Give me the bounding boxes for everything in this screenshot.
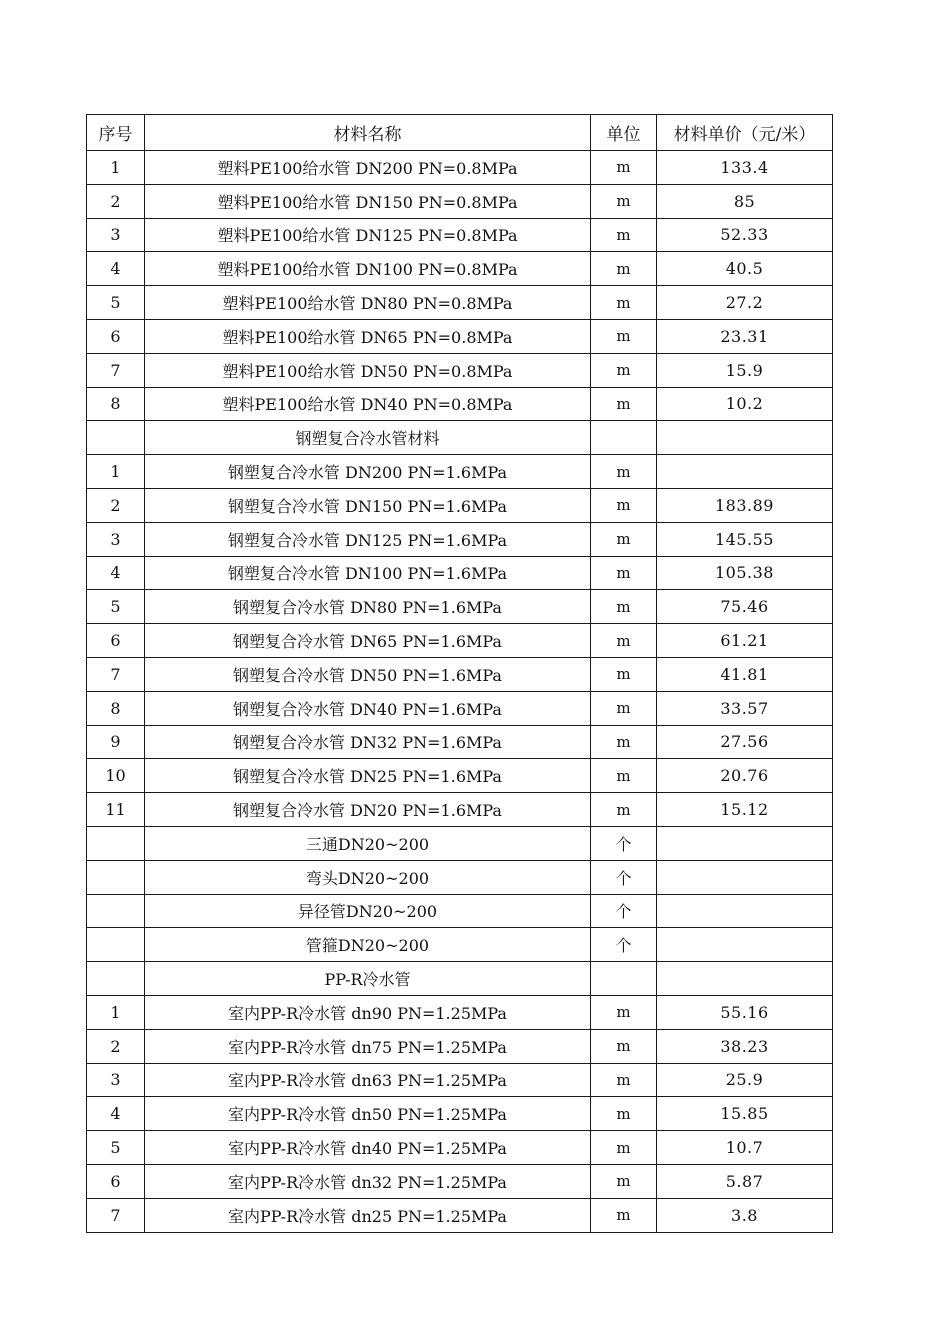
cell-unit-price bbox=[657, 421, 833, 455]
cell-unit: m bbox=[591, 1198, 657, 1232]
table-body bbox=[87, 151, 833, 1233]
table-row bbox=[87, 995, 833, 1029]
table-row bbox=[87, 826, 833, 860]
cell-material-name: 异径管DN20~200 bbox=[145, 894, 591, 928]
cell-row-number: 8 bbox=[87, 691, 145, 725]
cell-unit-price: 183.89 bbox=[657, 488, 833, 522]
cell-unit: m bbox=[591, 286, 657, 320]
table-row bbox=[87, 286, 833, 320]
header-no: 序号 bbox=[87, 115, 145, 151]
cell-unit: m bbox=[591, 793, 657, 827]
cell-unit-price: 41.81 bbox=[657, 657, 833, 691]
cell-unit: m bbox=[591, 725, 657, 759]
table-row bbox=[87, 725, 833, 759]
cell-row-number: 11 bbox=[87, 793, 145, 827]
cell-unit: m bbox=[591, 252, 657, 286]
cell-material-name: 室内PP-R冷水管 dn50 PN=1.25MPa bbox=[145, 1097, 591, 1131]
table-row bbox=[87, 657, 833, 691]
cell-unit-price bbox=[657, 894, 833, 928]
cell-row-number: 1 bbox=[87, 455, 145, 489]
table-row bbox=[87, 1164, 833, 1198]
cell-unit-price: 75.46 bbox=[657, 590, 833, 624]
cell-unit: m bbox=[591, 455, 657, 489]
table-row bbox=[87, 1198, 833, 1232]
cell-material-name: 室内PP-R冷水管 dn63 PN=1.25MPa bbox=[145, 1063, 591, 1097]
cell-unit: m bbox=[591, 522, 657, 556]
cell-unit: m bbox=[591, 218, 657, 252]
cell-material-name: 钢塑复合冷水管 DN32 PN=1.6MPa bbox=[145, 725, 591, 759]
material-price-table bbox=[86, 114, 833, 1233]
cell-unit-price: 27.2 bbox=[657, 286, 833, 320]
cell-row-number: 9 bbox=[87, 725, 145, 759]
table-row bbox=[87, 691, 833, 725]
cell-material-name: 塑料PE100给水管 DN50 PN=0.8MPa bbox=[145, 353, 591, 387]
cell-unit-price bbox=[657, 455, 833, 489]
cell-row-number: 10 bbox=[87, 759, 145, 793]
cell-unit-price: 61.21 bbox=[657, 624, 833, 658]
cell-material-name: 钢塑复合冷水管 DN50 PN=1.6MPa bbox=[145, 657, 591, 691]
cell-unit: m bbox=[591, 353, 657, 387]
cell-material-name: 钢塑复合冷水管 DN125 PN=1.6MPa bbox=[145, 522, 591, 556]
cell-unit-price: 55.16 bbox=[657, 995, 833, 1029]
cell-row-number: 5 bbox=[87, 1131, 145, 1165]
table-header bbox=[87, 115, 833, 151]
cell-unit-price bbox=[657, 928, 833, 962]
cell-row-number: 4 bbox=[87, 252, 145, 286]
table-row bbox=[87, 1029, 833, 1063]
cell-row-number bbox=[87, 860, 145, 894]
cell-unit: m bbox=[591, 387, 657, 421]
cell-unit-price: 15.9 bbox=[657, 353, 833, 387]
cell-unit bbox=[591, 962, 657, 996]
table-row bbox=[87, 421, 833, 455]
cell-row-number bbox=[87, 928, 145, 962]
cell-unit-price: 10.7 bbox=[657, 1131, 833, 1165]
cell-row-number bbox=[87, 962, 145, 996]
cell-row-number: 2 bbox=[87, 184, 145, 218]
table-row bbox=[87, 556, 833, 590]
cell-unit-price: 15.85 bbox=[657, 1097, 833, 1131]
table-row bbox=[87, 624, 833, 658]
table-row bbox=[87, 962, 833, 996]
cell-unit-price: 27.56 bbox=[657, 725, 833, 759]
cell-unit: m bbox=[591, 759, 657, 793]
cell-unit-price: 52.33 bbox=[657, 218, 833, 252]
cell-row-number: 7 bbox=[87, 353, 145, 387]
cell-material-name: 塑料PE100给水管 DN80 PN=0.8MPa bbox=[145, 286, 591, 320]
cell-unit-price: 40.5 bbox=[657, 252, 833, 286]
table-row bbox=[87, 793, 833, 827]
cell-material-name: 室内PP-R冷水管 dn40 PN=1.25MPa bbox=[145, 1131, 591, 1165]
cell-material-name: 塑料PE100给水管 DN150 PN=0.8MPa bbox=[145, 184, 591, 218]
header-unit: 单位 bbox=[591, 115, 657, 151]
cell-row-number: 3 bbox=[87, 218, 145, 252]
cell-row-number: 1 bbox=[87, 151, 145, 185]
cell-material-name: 室内PP-R冷水管 dn32 PN=1.25MPa bbox=[145, 1164, 591, 1198]
cell-row-number: 2 bbox=[87, 1029, 145, 1063]
cell-material-name: 钢塑复合冷水管材料 bbox=[145, 421, 591, 455]
cell-unit-price: 20.76 bbox=[657, 759, 833, 793]
table-row bbox=[87, 1097, 833, 1131]
cell-row-number: 4 bbox=[87, 556, 145, 590]
table-row bbox=[87, 252, 833, 286]
table-row bbox=[87, 894, 833, 928]
cell-unit-price bbox=[657, 860, 833, 894]
cell-row-number: 6 bbox=[87, 1164, 145, 1198]
cell-unit: m bbox=[591, 319, 657, 353]
cell-material-name: 弯头DN20~200 bbox=[145, 860, 591, 894]
table-row bbox=[87, 590, 833, 624]
table-row bbox=[87, 928, 833, 962]
table-row bbox=[87, 1131, 833, 1165]
cell-unit: m bbox=[591, 556, 657, 590]
cell-unit: m bbox=[591, 1164, 657, 1198]
cell-unit-price: 25.9 bbox=[657, 1063, 833, 1097]
cell-row-number: 3 bbox=[87, 522, 145, 556]
cell-unit-price: 3.8 bbox=[657, 1198, 833, 1232]
cell-unit: 个 bbox=[591, 860, 657, 894]
table-row bbox=[87, 759, 833, 793]
cell-row-number: 1 bbox=[87, 995, 145, 1029]
cell-material-name: 室内PP-R冷水管 dn75 PN=1.25MPa bbox=[145, 1029, 591, 1063]
cell-unit-price: 133.4 bbox=[657, 151, 833, 185]
cell-unit: m bbox=[591, 995, 657, 1029]
header-price: 材料单价（元/米） bbox=[657, 115, 833, 151]
cell-material-name: 塑料PE100给水管 DN100 PN=0.8MPa bbox=[145, 252, 591, 286]
cell-unit: m bbox=[591, 657, 657, 691]
cell-unit: m bbox=[591, 184, 657, 218]
cell-unit-price: 23.31 bbox=[657, 319, 833, 353]
cell-row-number bbox=[87, 421, 145, 455]
cell-unit-price bbox=[657, 962, 833, 996]
cell-unit-price: 33.57 bbox=[657, 691, 833, 725]
cell-row-number: 5 bbox=[87, 286, 145, 320]
cell-row-number: 7 bbox=[87, 1198, 145, 1232]
cell-material-name: 钢塑复合冷水管 DN150 PN=1.6MPa bbox=[145, 488, 591, 522]
cell-material-name: 钢塑复合冷水管 DN65 PN=1.6MPa bbox=[145, 624, 591, 658]
cell-material-name: 三通DN20~200 bbox=[145, 826, 591, 860]
cell-unit: 个 bbox=[591, 928, 657, 962]
cell-row-number: 5 bbox=[87, 590, 145, 624]
cell-unit-price: 38.23 bbox=[657, 1029, 833, 1063]
cell-row-number: 2 bbox=[87, 488, 145, 522]
cell-row-number: 4 bbox=[87, 1097, 145, 1131]
cell-unit-price: 105.38 bbox=[657, 556, 833, 590]
cell-row-number: 6 bbox=[87, 624, 145, 658]
table-row bbox=[87, 218, 833, 252]
cell-unit: 个 bbox=[591, 894, 657, 928]
cell-material-name: 室内PP-R冷水管 dn25 PN=1.25MPa bbox=[145, 1198, 591, 1232]
cell-material-name: 钢塑复合冷水管 DN200 PN=1.6MPa bbox=[145, 455, 591, 489]
cell-material-name: 室内PP-R冷水管 dn90 PN=1.25MPa bbox=[145, 995, 591, 1029]
cell-unit: m bbox=[591, 1029, 657, 1063]
header-name: 材料名称 bbox=[145, 115, 591, 151]
cell-material-name: 钢塑复合冷水管 DN80 PN=1.6MPa bbox=[145, 590, 591, 624]
header-row bbox=[87, 115, 833, 151]
table-row bbox=[87, 860, 833, 894]
cell-row-number bbox=[87, 826, 145, 860]
cell-material-name: 塑料PE100给水管 DN40 PN=0.8MPa bbox=[145, 387, 591, 421]
table-row bbox=[87, 353, 833, 387]
table-row bbox=[87, 455, 833, 489]
cell-unit: m bbox=[591, 151, 657, 185]
cell-unit-price: 145.55 bbox=[657, 522, 833, 556]
table-row bbox=[87, 522, 833, 556]
cell-unit-price bbox=[657, 826, 833, 860]
cell-material-name: 塑料PE100给水管 DN65 PN=0.8MPa bbox=[145, 319, 591, 353]
cell-unit: 个 bbox=[591, 826, 657, 860]
cell-material-name: 钢塑复合冷水管 DN25 PN=1.6MPa bbox=[145, 759, 591, 793]
cell-unit: m bbox=[591, 1097, 657, 1131]
table-row bbox=[87, 184, 833, 218]
cell-unit: m bbox=[591, 488, 657, 522]
cell-unit-price: 5.87 bbox=[657, 1164, 833, 1198]
cell-row-number: 6 bbox=[87, 319, 145, 353]
cell-material-name: 塑料PE100给水管 DN125 PN=0.8MPa bbox=[145, 218, 591, 252]
table-row bbox=[87, 319, 833, 353]
cell-material-name: PP-R冷水管 bbox=[145, 962, 591, 996]
cell-row-number bbox=[87, 894, 145, 928]
cell-material-name: 管箍DN20~200 bbox=[145, 928, 591, 962]
cell-row-number: 8 bbox=[87, 387, 145, 421]
cell-unit-price: 85 bbox=[657, 184, 833, 218]
cell-material-name: 钢塑复合冷水管 DN20 PN=1.6MPa bbox=[145, 793, 591, 827]
cell-unit-price: 15.12 bbox=[657, 793, 833, 827]
table-row bbox=[87, 1063, 833, 1097]
cell-row-number: 3 bbox=[87, 1063, 145, 1097]
cell-unit: m bbox=[591, 624, 657, 658]
table-row bbox=[87, 151, 833, 185]
table-row bbox=[87, 488, 833, 522]
cell-unit: m bbox=[591, 590, 657, 624]
cell-unit: m bbox=[591, 1131, 657, 1165]
cell-unit bbox=[591, 421, 657, 455]
cell-unit: m bbox=[591, 691, 657, 725]
cell-material-name: 钢塑复合冷水管 DN40 PN=1.6MPa bbox=[145, 691, 591, 725]
cell-material-name: 钢塑复合冷水管 DN100 PN=1.6MPa bbox=[145, 556, 591, 590]
cell-unit: m bbox=[591, 1063, 657, 1097]
cell-unit-price: 10.2 bbox=[657, 387, 833, 421]
cell-material-name: 塑料PE100给水管 DN200 PN=0.8MPa bbox=[145, 151, 591, 185]
cell-row-number: 7 bbox=[87, 657, 145, 691]
table-row bbox=[87, 387, 833, 421]
